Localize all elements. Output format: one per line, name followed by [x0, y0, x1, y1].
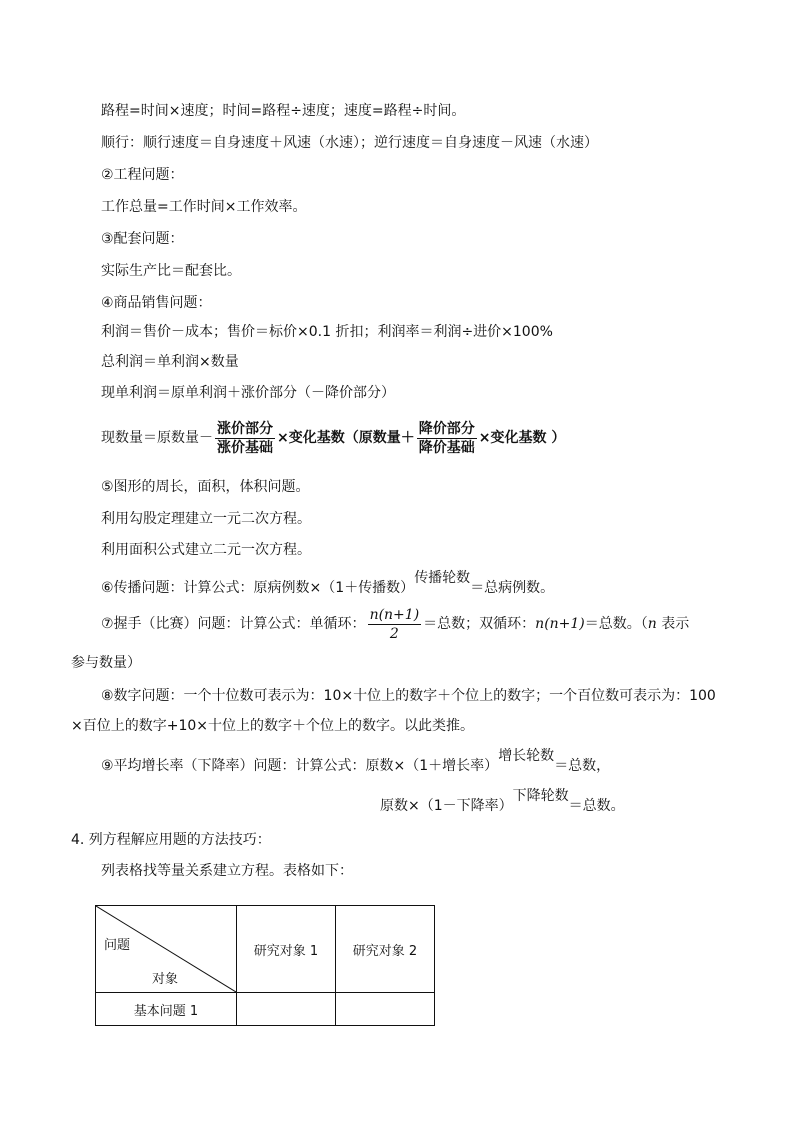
fraction	[215, 420, 275, 457]
text-line: 工作总量=工作时间×工作效率。	[101, 199, 307, 215]
table-cell	[336, 993, 435, 1026]
table-row	[96, 906, 435, 993]
section-heading: ②工程问题：	[101, 167, 184, 183]
text-line: 参与数量）	[71, 655, 141, 671]
fraction-numerator: 降价部分	[418, 420, 475, 437]
fraction-numerator: 涨价部分	[217, 420, 273, 437]
equation-table	[95, 905, 435, 1026]
text-line: ⑧数字问题：一个十位数可表示为：10×十位上的数字＋个位上的数字；一个百位数可表示为：100	[101, 688, 716, 704]
table-row-header: 基本问题 1	[96, 993, 237, 1026]
text-line: 利用面积公式建立二元一次方程。	[101, 542, 311, 558]
formula-text: 现数量＝原数量－	[101, 430, 213, 446]
text-line: 顺行：顺行速度＝自身速度＋风速（水速）；逆行速度＝自身速度－风速（水速）	[101, 135, 598, 151]
formula-text: 表示	[656, 616, 690, 632]
formula-text: ＝总数；双循环：	[423, 616, 536, 632]
section-heading: 4. 列方程解应用题的方法技巧：	[71, 832, 271, 848]
fraction	[368, 606, 422, 643]
variable: n	[647, 616, 657, 632]
text-line: 利润＝售价－成本；售价＝标价×0.1 折扣；利润率＝利润÷进价×100%	[101, 324, 553, 340]
fraction-denominator: 涨价基础	[217, 439, 273, 456]
section-heading: ③配套问题：	[101, 231, 184, 247]
formula-line	[380, 788, 625, 816]
formula-text: ＝总数。	[568, 798, 625, 814]
table-header-cell: 研究对象 1	[237, 906, 336, 993]
text-line: 现单利润＝原单利润＋涨价部分（－降价部分）	[101, 385, 395, 401]
formula-text: ⑦握手（比赛）问题：计算公式：单循环：	[101, 616, 366, 632]
formula-text: ＝总病例数。	[470, 580, 555, 596]
formula-line	[101, 748, 611, 776]
formula-line	[101, 604, 689, 644]
table-cell	[237, 993, 336, 1026]
table-header-cell: 研究对象 2	[336, 906, 435, 993]
formula-text: ×变化基数（原数量＋	[277, 430, 415, 446]
formula-text: 原数×（1－下降率）	[380, 798, 513, 814]
section-heading: ④商品销售问题：	[101, 295, 212, 311]
formula-text: ＝总数。（	[584, 616, 648, 632]
exponent: 增长轮数	[498, 748, 555, 764]
formula-text: ×变化基数 ）	[478, 430, 566, 446]
fraction	[417, 420, 477, 457]
text-line: 总利润＝单利润×数量	[101, 354, 239, 370]
exponent: 下降轮数	[512, 788, 569, 804]
formula-text: ⑥传播问题：计算公式：原病例数×（1＋传播数）	[101, 580, 415, 596]
formula-line	[101, 570, 555, 598]
corner-header-bottom: 对象	[152, 972, 179, 987]
formula-text: ＝总数，	[554, 758, 611, 774]
text-line: 利用勾股定理建立一元二次方程。	[101, 511, 311, 527]
formula-expression: n(n+1)	[535, 616, 585, 632]
fraction-denominator: 降价基础	[418, 439, 475, 456]
text-line: 实际生产比＝配套比。	[101, 263, 241, 279]
table-row	[96, 993, 435, 1026]
section-heading: ⑤图形的周长，面积，体积问题。	[101, 479, 310, 495]
formula-text: ⑨平均增长率（下降率）问题：计算公式：原数×（1＋增长率）	[101, 758, 499, 774]
fraction-numerator: n(n+1)	[369, 606, 420, 623]
text-line: 列表格找等量关系建立方程。表格如下：	[101, 863, 353, 879]
formula-line	[101, 418, 565, 458]
exponent: 传播轮数	[414, 570, 471, 586]
text-line: 路程=时间×速度；时间=路程÷速度；速度=路程÷时间。	[101, 103, 466, 119]
fraction-denominator: 2	[389, 625, 399, 642]
text-line: ×百位上的数字+10×十位上的数字＋个位上的数字。以此类推。	[71, 718, 475, 734]
table-corner-cell	[96, 906, 237, 993]
corner-header-top: 问题	[104, 938, 131, 953]
